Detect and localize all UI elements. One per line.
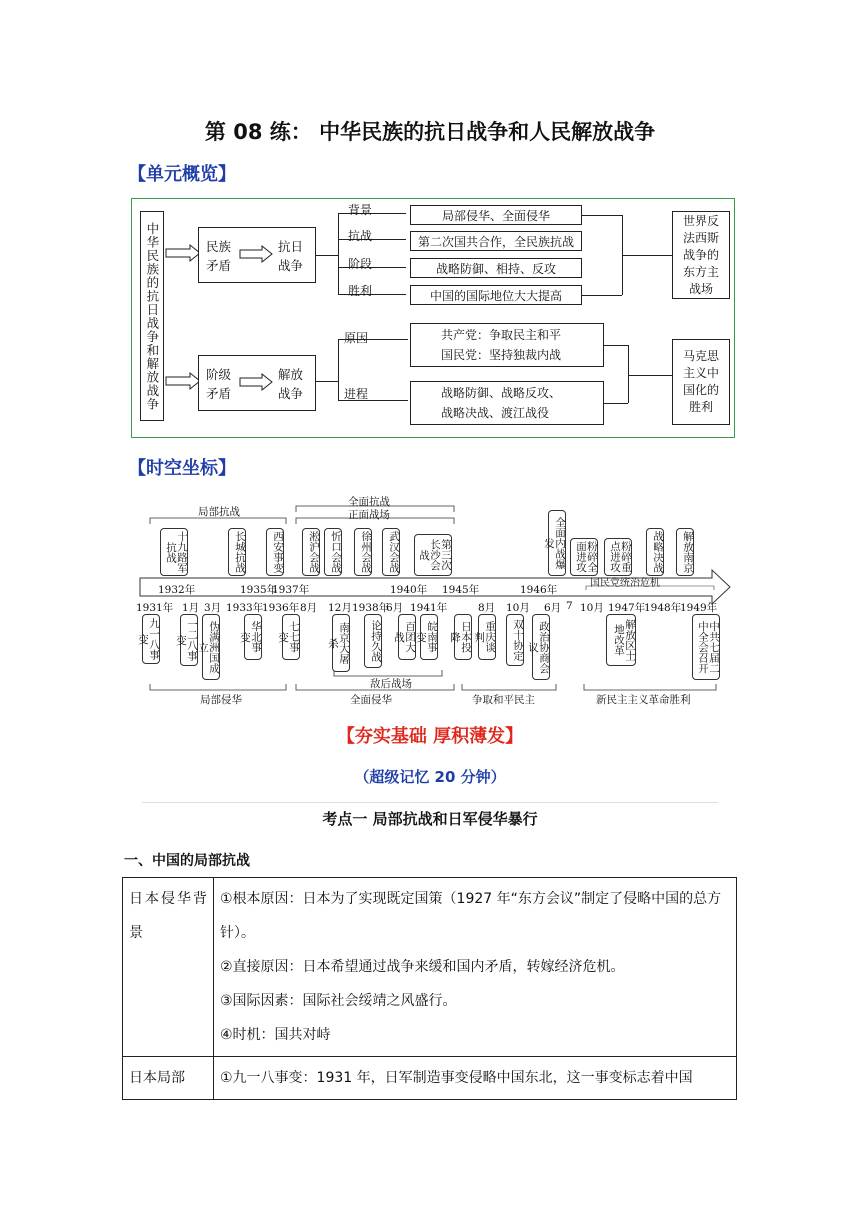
year-label: 6月	[386, 602, 404, 614]
year-label: 1940年	[390, 584, 428, 596]
year-label: 1949年	[680, 602, 718, 614]
war1-row-label: 胜利	[348, 284, 373, 298]
bottom-event: 七七事变	[282, 614, 300, 660]
bottom-bracket-label: 争取和平民主	[472, 694, 535, 706]
table-row	[123, 878, 737, 1057]
top-event: 徐州会战	[354, 528, 372, 576]
bottom-event: 南京大屠杀	[332, 614, 350, 672]
year-label: 1月	[182, 602, 200, 614]
year-label: 1933年	[226, 602, 264, 614]
year-label: 10月	[580, 602, 604, 614]
year-label: 1931年	[136, 602, 174, 614]
knowledge-table	[122, 877, 737, 1100]
top-event: 淞沪会战	[302, 528, 320, 576]
year-label: 1938年	[352, 602, 390, 614]
timeline-heading: 【时空坐标】	[128, 458, 236, 479]
row-content	[214, 878, 737, 1057]
top-event: 战略决战	[646, 528, 664, 576]
overview-diagram	[131, 198, 735, 438]
year-label: 7	[566, 600, 573, 612]
top-event: 西安事变	[266, 528, 284, 576]
divider	[142, 802, 718, 803]
war2-process-label: 进程	[344, 387, 369, 401]
bottom-event: 百团大战	[398, 614, 416, 660]
content-line: ②直接原因：日本希望通过战争来缓和国内矛盾，转嫁经济危机。	[220, 959, 625, 975]
reason-line: 国民党：坚持独裁内战	[441, 348, 562, 362]
war2-process-box	[410, 381, 604, 425]
section-banner: 【夯实基础 厚积薄发】	[336, 726, 524, 747]
page-title: 第 08 练： 中华民族的抗日战争和人民解放战争	[204, 120, 656, 144]
war1-cause: 民族 矛盾	[206, 239, 232, 273]
overview-left-text: 中华民族的抗日战争和解放战争	[144, 221, 160, 411]
top-event: 全面内战爆发	[548, 510, 566, 576]
kaodian-title: 考点一 局部抗战和日军侵华暴行	[322, 810, 538, 828]
bottom-event: 双十协定	[506, 614, 524, 666]
year-label: 10月	[506, 602, 530, 614]
top-event: 粉碎全面进攻	[570, 538, 598, 576]
bottom-event: 一二八事变	[180, 614, 198, 666]
bottom-event: 华北事变	[244, 614, 262, 660]
bottom-event: 日本投降	[454, 614, 472, 660]
bottom-event: 伪满洲国成立	[202, 614, 220, 680]
top-event: 长城抗战	[228, 528, 246, 576]
crisis-label: 国民党统治危机	[590, 578, 660, 589]
war1-result: 世界反法西斯战争的东方主战场	[672, 211, 730, 299]
year-label: 1948年	[644, 602, 682, 614]
top-event: 十九路军抗战	[160, 528, 188, 576]
top-bracket-label: 全面抗战	[348, 496, 390, 508]
war2-cause: 阶级 矛盾	[206, 367, 232, 401]
subsection-title: 一、中国的局部抗战	[124, 853, 250, 869]
year-label: 1932年	[158, 584, 196, 596]
top-bracket-label: 局部抗战	[198, 506, 240, 518]
bottom-bracket-label: 局部侵华	[200, 694, 242, 706]
war1-row-box: 局部侵华、全面侵华	[410, 205, 582, 225]
bottom-bracket-label: 全面侵华	[350, 694, 392, 706]
content-line: ④时机：国共对峙	[220, 1027, 331, 1043]
year-label: 8月	[300, 602, 318, 614]
timeline-figure	[136, 494, 736, 706]
process-line: 战略防御、战略反攻、	[441, 386, 562, 400]
content-line: ①根本原因：日本为了实现既定国策（1927 年“东方会议”制定了侵略中国的总方针）。	[220, 891, 722, 941]
process-line: 战略决战、渡江战役	[441, 406, 550, 420]
war1-row-box: 第二次国共合作，全民族抗战	[410, 231, 582, 251]
year-label: 1935年	[240, 584, 278, 596]
year-label: 1936年	[262, 602, 300, 614]
war1-row-box: 战略防御、相持、反攻	[410, 258, 582, 278]
top-event: 粉碎重点进攻	[604, 538, 632, 576]
year-label: 1946年	[520, 584, 558, 596]
overview-left-label	[140, 211, 164, 421]
unit-overview-heading: 【单元概览】	[128, 164, 236, 185]
year-label: 1941年	[410, 602, 448, 614]
war1-row-box: 中国的国际地位大大提高	[410, 285, 582, 305]
top-event: 武汉会战	[382, 528, 400, 576]
bottom-event: 政治协商会议	[532, 614, 550, 680]
top-event: 第三次长沙会战	[414, 534, 452, 576]
bottom-event: 九一八事变	[142, 614, 160, 664]
war2-result: 马克思主义中国化的胜利	[672, 339, 730, 425]
top-bracket-label: 正面战场	[348, 509, 390, 521]
top-event: 忻口会战	[324, 528, 342, 576]
top-event: 解放南京	[676, 528, 694, 576]
year-label: 1937年	[272, 584, 310, 596]
year-label: 3月	[204, 602, 222, 614]
war2-reason-box	[410, 323, 604, 367]
year-label: 8月	[478, 602, 496, 614]
war1-name: 抗日 战争	[278, 239, 304, 273]
reason-line: 共产党：争取民主和平	[441, 328, 562, 342]
year-label: 1947年	[608, 602, 646, 614]
year-label: 1945年	[442, 584, 480, 596]
bottom-bracket-label: 新民主主义革命胜利	[596, 694, 691, 706]
memo-note: （超级记忆 20 分钟）	[354, 768, 506, 786]
war1-row-label: 阶段	[348, 257, 373, 271]
year-label: 12月	[328, 602, 352, 614]
table-row	[123, 1057, 737, 1100]
bottom-event: 皖南事变	[420, 614, 438, 660]
row-head: 日本局部	[123, 1057, 214, 1100]
bottom-event: 论持久战	[364, 614, 382, 668]
bottom-event: 中共七届二中全会召开	[692, 614, 720, 680]
bottom-bracket-label: 敌后战场	[370, 678, 412, 690]
year-label: 6月	[544, 602, 562, 614]
war1-row-label: 抗战	[348, 229, 373, 243]
arrow-icon	[238, 245, 276, 263]
bottom-event: 解放区土地改革	[606, 614, 636, 666]
war2-reason-label: 原因	[344, 331, 369, 345]
content-line: ③国际因素：国际社会绥靖之风盛行。	[220, 993, 457, 1009]
row-head: 日本侵华背景	[123, 878, 214, 1057]
war2-name: 解放 战争	[278, 367, 304, 401]
war1-row-label: 背景	[348, 203, 373, 217]
bottom-event: 重庆谈判	[478, 614, 496, 660]
arrow-icon	[238, 373, 276, 391]
row-content: ①九一八事变：1931 年，日军制造事变侵略中国东北，这一事变标志着中国	[214, 1057, 737, 1100]
